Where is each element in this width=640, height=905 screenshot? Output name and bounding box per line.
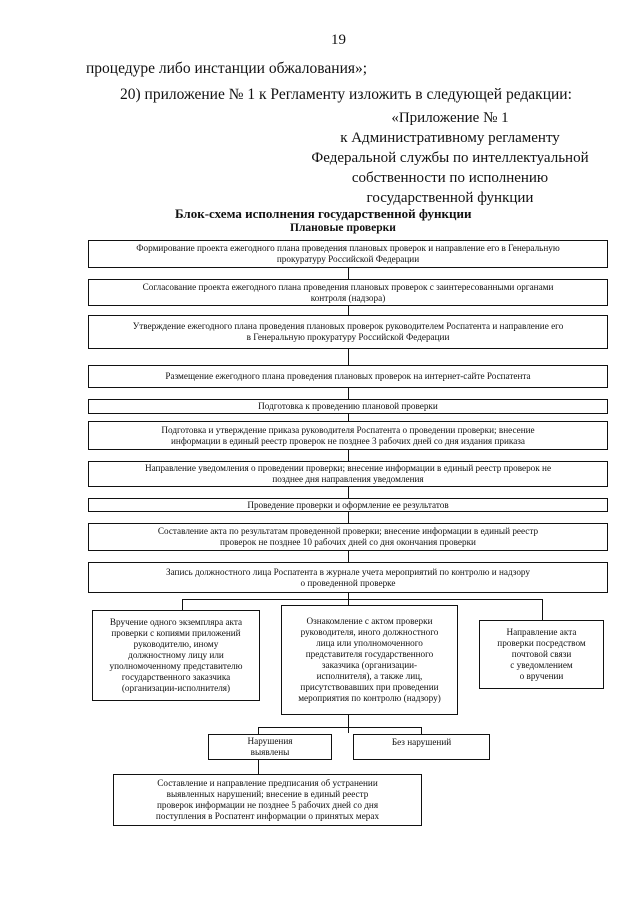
box-line: (организации-исполнителя) [121, 683, 231, 693]
flow-step-6 [88, 421, 608, 450]
box-line: Ознакомление с актом проверки [306, 616, 433, 626]
flow-step-line: Утверждение ежегодного плана проведения плановых проверок руководителем Роспатента и направление его [132, 321, 564, 331]
box-line: государственного заказчика [121, 672, 231, 682]
text-line-2: 20) приложение № 1 к Регламенту изложить в следующей редакции: [120, 86, 572, 103]
connector [182, 599, 543, 600]
box-line: почтовой связи [511, 649, 572, 659]
flow-step-3 [88, 315, 608, 349]
box-line: Вручение одного экземпляра акта [109, 617, 243, 627]
connector [258, 727, 422, 728]
box-line: о вручении [519, 671, 564, 681]
connector [348, 450, 349, 461]
flow-step-7 [88, 461, 608, 487]
box-line: присутствовавших при проведении [300, 682, 439, 692]
box-line: исполнителя), а также лиц, [316, 671, 423, 681]
connector [182, 599, 183, 610]
flow-step-line: Размещение ежегодного плана проведения плановых проверок на интернет-сайте Роспатента [165, 371, 531, 381]
box-line: с уведомлением [510, 660, 573, 670]
connector [542, 599, 543, 620]
flow-step-line: о проведенной проверке [300, 577, 396, 588]
flow-step-line: информации в единый реестр проверок не позднее 3 рабочих дней со дня издания приказа [170, 435, 525, 446]
box-line: руководителя, иного должностного [300, 627, 439, 637]
flow-step-line: Согласование проекта ежегодного плана проведения плановых проверок с заинтересованными органами [142, 281, 554, 292]
box-line: выявлены [250, 747, 290, 757]
postal-delivery-box [479, 620, 604, 689]
flow-step-line: в Генеральную прокуратуру Российской Федерации [246, 332, 450, 342]
annex-line: собственности по исполнению [351, 170, 549, 186]
flow-step-line: Подготовка к проведению плановой проверки [258, 401, 438, 411]
box-line: лица или уполномоченного [316, 638, 423, 648]
connector [348, 306, 349, 315]
box-line: Нарушения [247, 736, 293, 746]
box-line: уполномоченному представителю [109, 661, 243, 671]
connector [348, 268, 349, 279]
flow-step-line: позднее дня направления уведомления [272, 474, 424, 484]
violations-found-box [208, 734, 332, 760]
box-line: Составление и направление предписания об устранении [157, 778, 378, 788]
flow-step-line: Подготовка и утверждение приказа руководителя Роспатента о проведении проверки; внесение [161, 424, 535, 435]
connector [421, 727, 422, 734]
flow-step-1 [88, 240, 608, 268]
connector [348, 388, 349, 399]
no-violations-box [353, 734, 490, 760]
box-line: мероприятия по контролю (надзору) [298, 693, 441, 703]
box-line: должностному лицу или [128, 650, 224, 660]
flow-step-2 [88, 279, 608, 306]
chart-subtitle: Плановые проверки [290, 222, 396, 234]
flow-step-line: проверок не позднее 10 рабочих дней со дня окончания проверки [220, 537, 476, 547]
flow-step-line: Направление уведомления о проведении проверки; внесение информации в единый реестр проверок не [144, 463, 552, 473]
flow-step-10 [88, 562, 608, 593]
act-familiarization-box [281, 605, 458, 715]
box-line: руководителю, иному [133, 639, 219, 649]
connector [258, 727, 259, 734]
connector [348, 715, 349, 733]
prescription-box [113, 774, 422, 826]
text-line-1: процедуре либо инстанции обжалования»; [86, 60, 368, 77]
flow-step-line: Составление акта по результатам проведенной проверки; внесение информации в единый реестр [157, 526, 539, 536]
flow-step-line: контроля (надзора) [310, 292, 386, 303]
flow-step-line: Проведение проверки и оформление ее результатов [247, 499, 449, 510]
annex-line: государственной функции [366, 190, 534, 206]
flow-step-line: прокуратуру Российской Федерации [276, 254, 420, 264]
box-line: проверок информации не позднее 5 рабочих дней со дня [156, 800, 379, 810]
connector [348, 414, 349, 421]
delivery-in-person-box [92, 610, 260, 701]
flow-step-line: Формирование проекта ежегодного плана проведения плановых проверок и направление его в Генеральную [136, 243, 560, 253]
connector [348, 349, 349, 365]
flow-step-4 [88, 365, 608, 388]
box-line: выявленных нарушений; внесение в единый реестр [166, 789, 369, 799]
box-line: Направление акта [506, 627, 577, 637]
box-line: Без нарушений [391, 737, 452, 747]
annex-line: к Административному регламенту [340, 130, 560, 146]
annex-line: «Приложение № 1 [391, 110, 509, 126]
flow-step-8 [88, 498, 608, 512]
box-line: проверки посредством [497, 638, 586, 648]
chart-title: Блок-схема исполнения государственной функции [175, 206, 472, 221]
connector [258, 760, 259, 774]
connector [348, 512, 349, 523]
flow-step-9 [88, 523, 608, 551]
annex-header [300, 108, 600, 208]
box-line: представителя государственного [305, 649, 434, 659]
flow-step-line: Запись должностного лица Роспатента в журнале учета мероприятий по контролю и надзору [165, 566, 530, 577]
connector [348, 551, 349, 562]
connector [348, 487, 349, 498]
box-line: поступления в Роспатент информации о принятых мерах [155, 811, 380, 821]
page-number: 19 [331, 32, 346, 48]
box-line: проверки с копиями приложений [111, 628, 241, 638]
flow-step-5 [88, 399, 608, 414]
box-line: заказчика (организации- [321, 660, 418, 670]
annex-line: Федеральной службы по интеллектуальной [311, 150, 589, 166]
